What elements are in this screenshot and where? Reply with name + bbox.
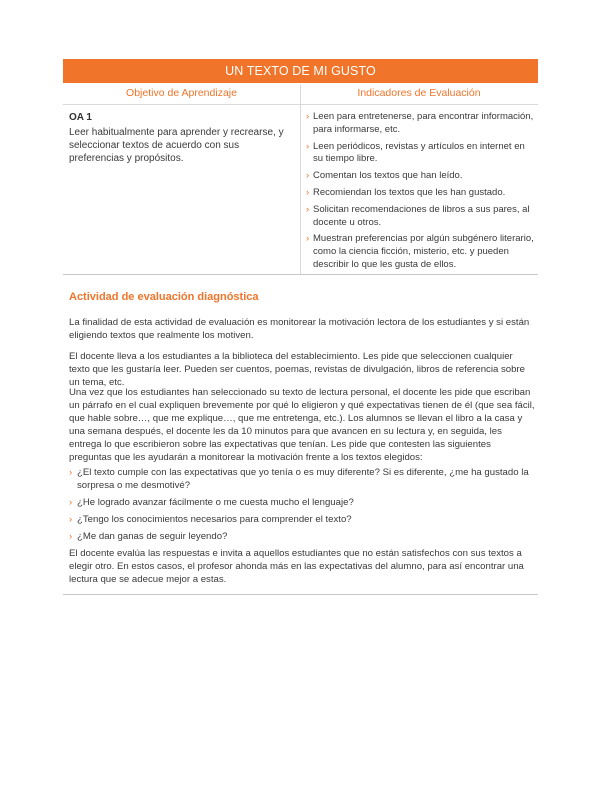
section-banner: UN TEXTO DE MI GUSTO [63,59,538,83]
activity-title: Actividad de evaluación diagnóstica [69,291,259,303]
objective-text: Leer habitualmente para aprender y recrearse, y seleccionar textos de acuerdo con sus preferencias y propósitos. [69,127,284,164]
bullet-marker: › [306,170,310,182]
list-item: › Muestran preferencias por algún subgénero literario, como la ciencia ficción, misterio, etc. y pueden describir lo que les gusta de ellos. [306,233,534,270]
bullet-marker: › [69,531,73,542]
list-item: › Leen periódicos, revistas y artículos en internet en su tiempo libre. [306,140,525,165]
paragraph: Una vez que los estudiantes han seleccionado su texto de lectura personal, el docente les pide que escriban un párrafo en el cual expliquen brevemente por qué lo eligieron y qué expectativas tienen de él (que sea fácil, que hable sobre…, que me explique…, que me entretenga, etc.). Los alumnos se llevan el libro a la casa y una semana después, el docente les da 10 minutos para que avancen en su lectura y, en seguida, les entrega lo que escribieron sobre las expectativas que tenían. Les pide que contesten las siguientes preguntas que les ayudarán a monitorear la motivación frente a los textos elegidos: [69,387,535,463]
list-item: › ¿El texto cumple con las expectativas que yo tenía o es muy diferente? Si es diferente, ¿me ha gustado la sorpresa o me desmotivé? [69,467,529,491]
list-item: › ¿Tengo los conocimientos necesarios para comprender el texto? [69,514,352,525]
list-item: › Solicitan recomendaciones de libros a sus pares, al docente u otros. [306,203,530,228]
question-list [69,466,535,547]
column-header-objective: Objetivo de Aprendizaje [63,83,300,105]
bullet-marker: › [306,203,310,215]
list-item: › ¿He logrado avanzar fácilmente o me cuesta mucho el lenguaje? [69,497,354,508]
list-item: › Recomiendan los textos que les han gustado. [306,186,506,198]
table-divider [63,274,538,275]
column-header-indicators: Indicadores de Evaluación [300,83,538,105]
bullet-marker: › [69,514,73,525]
learning-objective [69,111,294,165]
paragraph: La finalidad de esta actividad de evaluación es monitorear la motivación lectora de los estudiantes y si están eligiendo textos que realmente los motiven. [69,317,530,341]
column-divider [300,85,301,274]
indicator-list [306,111,534,276]
list-item: › ¿Me dan ganas de seguir leyendo? [69,531,228,542]
list-item: › Comentan los textos que han leído. [306,170,463,182]
bullet-marker: › [306,111,310,122]
paragraph: El docente evalúa las respuestas e invita a aquellos estudiantes que no están satisfechos con sus textos a elegir otro. En estos casos, el profesor ahonda más en las expectativas del alumno, para así encontrar una lectura que se adecue mejor a estas. [69,548,524,585]
paragraph: El docente lleva a los estudiantes a la biblioteca del establecimiento. Les pide que seleccionen cualquier texto que les gustaría leer. Pueden ser cuentos, poemas, revistas de divulgación, libros de referencia sobre un tema, etc. [69,351,525,388]
list-item: › Leen para entretenerse, para encontrar información, para informarse, etc. [306,111,534,135]
bullet-marker: › [306,140,310,152]
bullet-marker: › [69,497,73,508]
bullet-marker: › [306,233,310,245]
bullet-marker: › [306,186,310,198]
section-divider [63,594,538,595]
objective-code: OA 1 [69,112,92,123]
bullet-marker: › [69,467,73,478]
